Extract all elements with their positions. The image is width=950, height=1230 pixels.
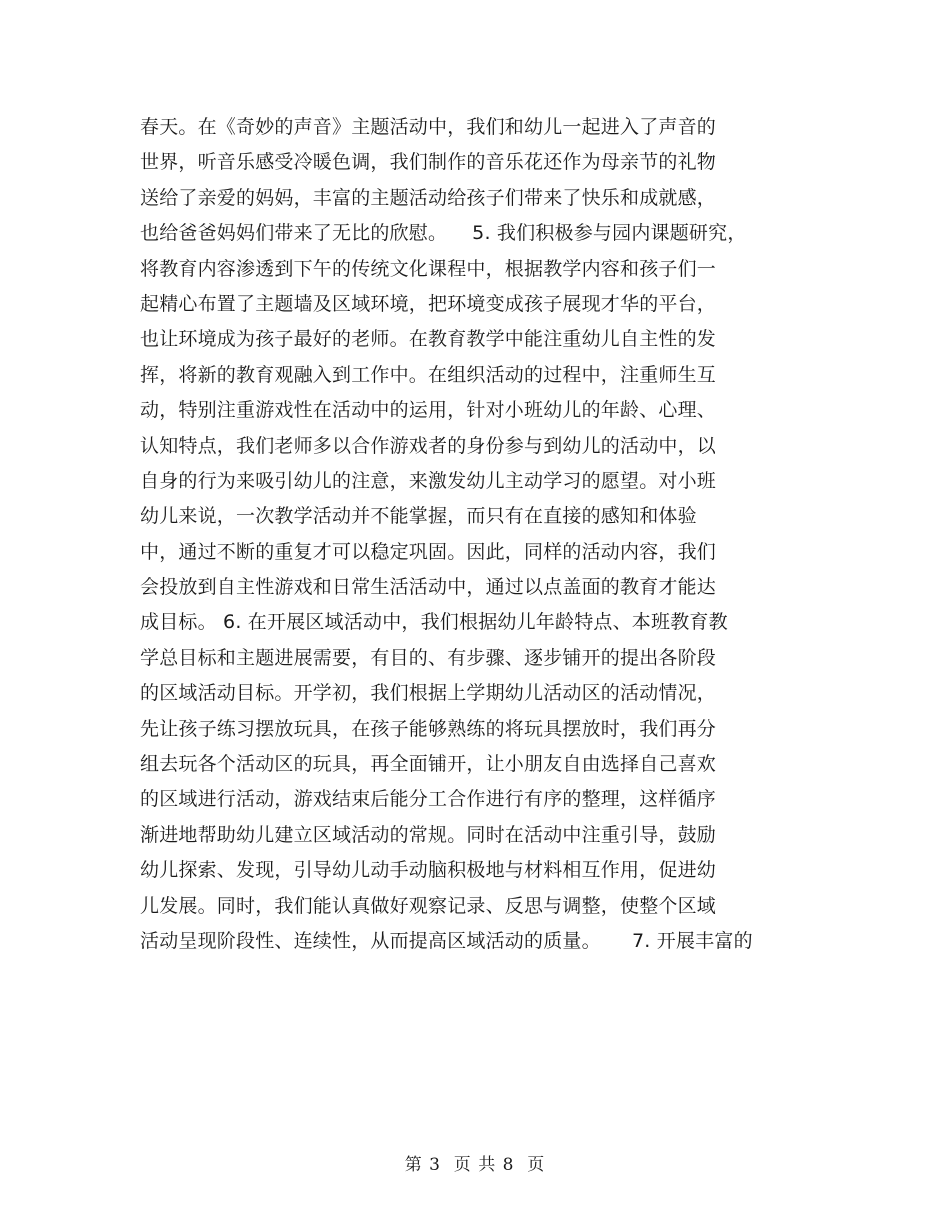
text-line: 动，特别注重游戏性在活动中的运用，针对小班幼儿的年龄、心理、: [140, 399, 717, 422]
body-text: [140, 110, 820, 959]
text-line: 春天。在《奇妙的声音》主题活动中，我们和幼儿一起进入了声音的: [140, 116, 717, 138]
text-line: 会投放到自主性游戏和日常生活活动中，通过以点盖面的教育才能达: [140, 576, 717, 599]
text-line: 也给爸爸妈妈们带来了无比的欣慰。 5. 我们积极参与园内课题研究，: [140, 222, 747, 245]
text-line: 幼儿来说，一次教学活动并不能掌握，而只有在直接的感知和体验: [140, 505, 697, 528]
text-line: 中，通过不断的重复才可以稳定巩固。因此，同样的活动内容，我们: [140, 540, 717, 563]
text-line: 学总目标和主题进展需要，有目的、有步骤、逐步铺开的提出各阶段: [140, 646, 717, 669]
text-line: 的区域进行活动，游戏结束后能分工合作进行有序的整理，这样循序: [140, 788, 717, 811]
text-line: 先让孩子练习摆放玩具，在孩子能够熟练的将玩具摆放时，我们再分: [140, 717, 717, 740]
text-line: 世界，听音乐感受冷暖色调，我们制作的音乐花还作为母亲节的礼物: [140, 151, 717, 174]
text-line: 儿发展。同时，我们能认真做好观察记录、反思与调整，使整个区域: [140, 894, 717, 917]
text-line: 认知特点，我们老师多以合作游戏者的身份参与到幼儿的活动中，以: [140, 434, 717, 457]
text-line: 也让环境成为孩子最好的老师。在教育教学中能注重幼儿自主性的发: [140, 328, 717, 351]
text-line: 活动呈现阶段性、连续性，从而提高区域活动的质量。 7. 开展丰富的: [140, 929, 753, 952]
text-line: 渐进地帮助幼儿建立区域活动的常规。同时在活动中注重引导，鼓励: [140, 823, 717, 846]
text-line: 自身的行为来吸引幼儿的注意，来激发幼儿主动学习的愿望。对小班: [140, 469, 717, 492]
text-line: 送给了亲爱的妈妈，丰富的主题活动给孩子们带来了快乐和成就感，: [140, 186, 717, 209]
text-line: 的区域活动目标。开学初，我们根据上学期幼儿活动区的活动情况，: [140, 682, 717, 705]
page-number-footer: 第 3 页 共 8 页: [404, 1155, 546, 1175]
text-line: 幼儿探索、发现，引导幼儿动手动脑积极地与材料相互作用，促进幼: [140, 859, 717, 882]
text-line: 起精心布置了主题墙及区域环境，把环境变成孩子展现才华的平台，: [140, 292, 717, 315]
text-line: 组去玩各个活动区的玩具，再全面铺开，让小朋友自由选择自己喜欢: [140, 753, 717, 776]
text-line: 将教育内容渗透到下午的传统文化课程中，根据教学内容和孩子们一: [140, 257, 717, 280]
text-line: 挥，将新的教育观融入到工作中。在组织活动的过程中，注重师生互: [140, 363, 717, 386]
text-line: 成目标。 6. 在开展区域活动中，我们根据幼儿年龄特点、本班教育教: [140, 611, 728, 634]
